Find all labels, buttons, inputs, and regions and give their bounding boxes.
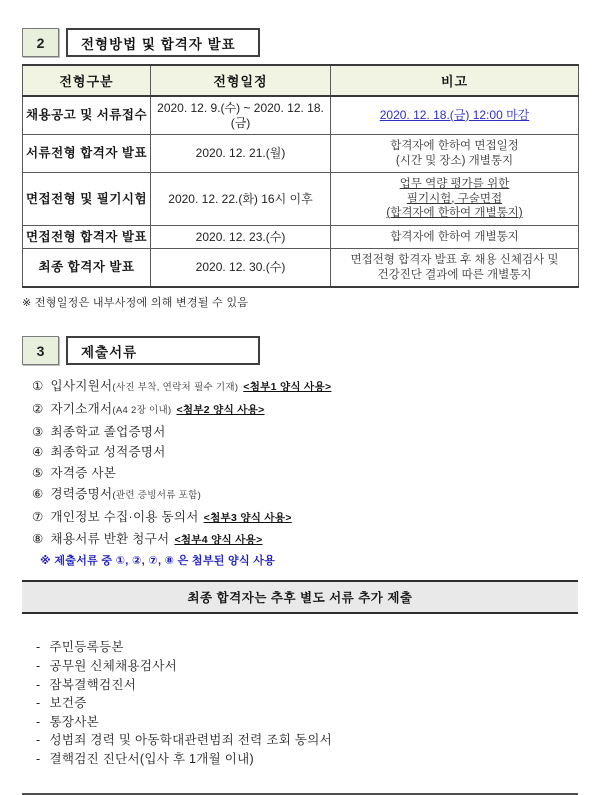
- additional-document-item: [36, 713, 578, 732]
- table-row: [23, 96, 579, 135]
- column-header-schedule: 전형일정: [151, 65, 331, 96]
- dash-bullet: -: [36, 677, 41, 692]
- section2-number-box: [22, 28, 59, 57]
- document-detail: (관련 증빙서류 포함): [112, 489, 202, 501]
- attachment-form-label: <첨부1 양식 사용>: [243, 381, 332, 393]
- cell-note: [331, 135, 579, 173]
- additional-document-item: [36, 750, 578, 769]
- circled-number: ⑤: [32, 466, 44, 481]
- additional-document-item: [36, 657, 578, 676]
- deadline-link[interactable]: 2020. 12. 18.(금) 12:00 마감: [379, 107, 530, 122]
- section3-number-box: [22, 336, 59, 365]
- column-header-category: 전형구분: [23, 65, 151, 96]
- document-title: 채용서류 반환 청구서: [50, 531, 170, 546]
- note-line: (시간 및 장소) 개별통지: [395, 154, 514, 167]
- note-line: 면접전형 합격자 발표 후 채용 신체검사 및: [350, 254, 559, 266]
- additional-document-label: 잠복결핵검진서: [49, 677, 137, 692]
- document-item: [32, 376, 578, 399]
- cell-schedule: 2020. 12. 23.(수): [151, 225, 331, 249]
- dash-bullet: -: [36, 733, 41, 748]
- document-title: 최종학교 성적증명서: [50, 445, 166, 460]
- document-title: 최종학교 졸업증명서: [50, 424, 166, 439]
- document-item: [32, 463, 578, 484]
- bottom-divider: [22, 793, 578, 795]
- cell-note: [331, 249, 579, 288]
- documents-list: [32, 376, 578, 550]
- note-line: 합격자에 한하여 개별통지: [390, 230, 519, 243]
- cell-note: [331, 173, 579, 226]
- additional-document-label: 통장사본: [49, 714, 99, 729]
- additional-document-item: [36, 676, 578, 695]
- additional-document-item: [36, 694, 578, 713]
- document-title: 입사지원서: [50, 379, 113, 393]
- circled-number: ②: [32, 401, 44, 416]
- note-line: 업무 역량 평가를 위한: [399, 178, 510, 190]
- additional-document-label: 보건증: [49, 696, 87, 711]
- table-row: [23, 173, 579, 226]
- circled-number: ⑧: [32, 531, 44, 546]
- cell-schedule: 2020. 12. 9.(수) ~ 2020. 12. 18.(금): [151, 96, 331, 135]
- cell-schedule: 2020. 12. 21.(월): [151, 135, 331, 173]
- section2-header: [22, 28, 578, 57]
- cell-note: [331, 96, 579, 135]
- schedule-table-header-row: [23, 65, 579, 96]
- dash-bullet: -: [36, 751, 41, 766]
- table-row: [23, 225, 579, 249]
- circled-number: ⑦: [32, 509, 44, 524]
- additional-document-label: 결핵검진 진단서(입사 후 1개월 이내): [49, 751, 254, 766]
- attachment-form-label: <첨부2 양식 사용>: [176, 403, 265, 416]
- document-item: [32, 484, 578, 507]
- section2-title-box: [66, 28, 260, 57]
- additional-document-label: 공무원 신체채용검사서: [49, 658, 177, 673]
- column-header-note: 비고: [331, 65, 579, 96]
- document-detail: (사진 부착, 연락처 필수 기재): [112, 382, 239, 393]
- cell-schedule: 2020. 12. 22.(화) 16시 이후: [151, 173, 331, 226]
- section3-number: 3: [36, 342, 45, 359]
- document-title: 자격증 사본: [50, 466, 117, 481]
- additional-document-item: [36, 638, 578, 657]
- circled-number: ④: [32, 445, 44, 460]
- final-candidates-banner: [22, 580, 578, 614]
- dash-bullet: -: [36, 714, 41, 729]
- dash-bullet: -: [36, 640, 41, 655]
- cell-category: 면접전형 및 필기시험: [23, 173, 151, 226]
- additional-documents-list: [36, 638, 578, 768]
- cell-note: [331, 225, 579, 249]
- section3-header: [22, 336, 578, 365]
- document-detail: (A4 2장 이내): [112, 404, 172, 416]
- attachment-form-label: <첨부4 양식 사용>: [174, 533, 263, 546]
- document-item: [32, 529, 578, 551]
- document-item: [32, 399, 578, 422]
- section3-title: 제출서류: [81, 344, 138, 360]
- section2-number: 2: [36, 34, 45, 51]
- document-title: 개인정보 수집·이용 동의서: [50, 509, 199, 524]
- cell-category: 서류전형 합격자 발표: [23, 135, 151, 173]
- note-line: 합격자에 한하여 면접일정: [390, 140, 519, 152]
- section2-title: 전형방법 및 합격자 발표: [81, 36, 236, 52]
- cell-category: 면접전형 합격자 발표: [23, 225, 151, 249]
- note-line: (합격자에 한하여 개별통지): [386, 207, 523, 219]
- schedule-table-body: [23, 96, 579, 287]
- cell-schedule: 2020. 12. 30.(수): [151, 249, 331, 288]
- note-line: 건강진단 결과에 따른 개별통지: [377, 268, 532, 281]
- section3-title-box: [66, 336, 260, 365]
- document-item: [32, 507, 578, 529]
- additional-document-label: 주민등록등본: [49, 640, 124, 655]
- schedule-table: [22, 64, 579, 288]
- cell-category: 최종 합격자 발표: [23, 249, 151, 288]
- document-title: 경력증명서: [50, 486, 113, 501]
- document-title: 자기소개서: [50, 401, 113, 416]
- circled-number: ①: [32, 379, 44, 393]
- additional-document-label: 성범죄 경력 및 아동학대관련범죄 전력 조회 동의서: [49, 733, 332, 748]
- circled-number: ⑥: [32, 486, 44, 501]
- schedule-footnote: ※ 전형일정은 내부사정에 의해 변경될 수 있음: [22, 297, 249, 309]
- dash-bullet: -: [36, 696, 41, 711]
- note-line: 필기시험, 구술면접: [406, 192, 503, 205]
- cell-category: 채용공고 및 서류접수: [23, 96, 151, 135]
- circled-number: ③: [32, 424, 44, 439]
- attachment-form-label: <첨부3 양식 사용>: [203, 511, 292, 524]
- table-row: [23, 135, 579, 173]
- document-item: [32, 422, 578, 443]
- documents-note: ※ 제출서류 중 ①, ②, ⑦, ⑧ 은 첨부된 양식 사용: [40, 555, 276, 568]
- dash-bullet: -: [36, 658, 41, 673]
- additional-document-item: [36, 731, 578, 750]
- table-row: [23, 249, 579, 288]
- banner-text: 최종 합격자는 추후 별도 서류 추가 제출: [187, 591, 413, 606]
- document-item: [32, 442, 578, 463]
